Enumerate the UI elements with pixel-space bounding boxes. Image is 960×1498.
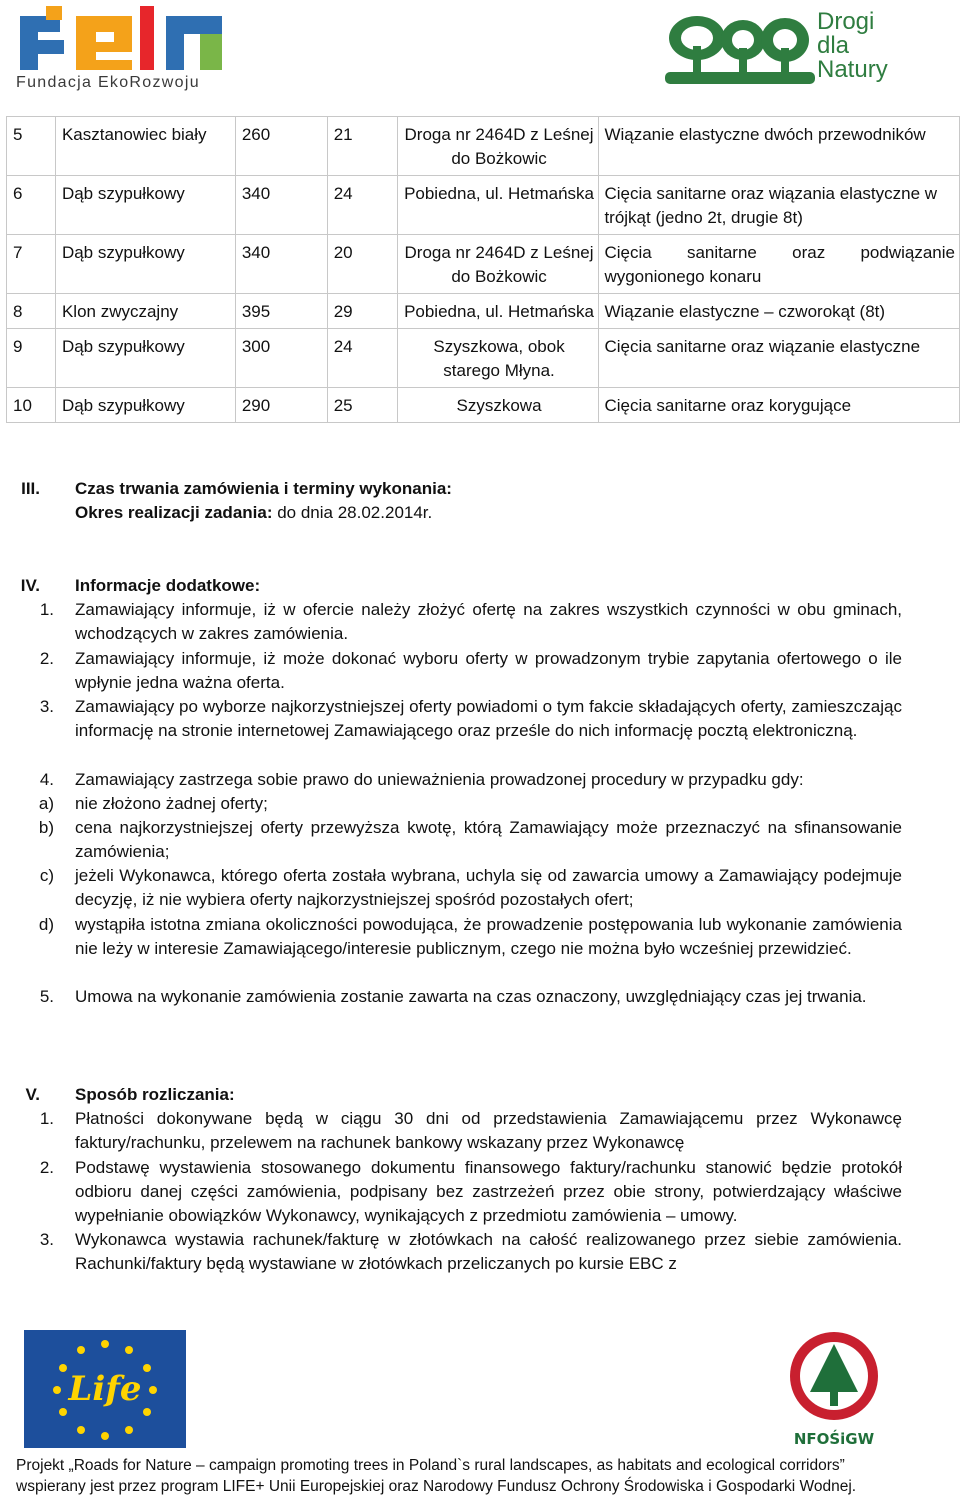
cell-name: Klon zwyczajny <box>55 294 235 329</box>
table-row <box>7 294 960 329</box>
cell-name: Dąb szypułkowy <box>55 388 235 423</box>
cell-circumference: 300 <box>235 329 327 388</box>
list-item: jeżeli Wykonawca, którego oferta została wybrana, uchyla się od zawarcia umowy a Zamawiający podejmuje decyzję, iż nie wybiera oferty najkorzystniejszej spośród pozostałych ofert; <box>75 866 902 910</box>
cell-place: Pobiedna, ul. Hetmańska <box>397 294 599 329</box>
table-row <box>7 117 960 176</box>
cell-circumference: 340 <box>235 235 327 294</box>
section-3-number: III. <box>21 479 40 498</box>
cell-place: Droga nr 2464D z Leśnej do Bożkowic <box>397 235 599 294</box>
list-item: Zamawiający po wyborze najkorzystniejszej oferty powiadomi o tym fakcie składających oferty, zamieszczając informację na stronie internetowej Zamawiającego oraz prześle do nich informację pocztą elektroniczną. <box>75 697 902 741</box>
list-number: 1. <box>39 1109 54 1128</box>
cell-no: 8 <box>7 294 56 329</box>
cell-no: 7 <box>7 235 56 294</box>
cell-name: Kasztanowiec biały <box>55 117 235 176</box>
drogi-dla-natury-logo <box>665 6 905 94</box>
cell-height: 20 <box>327 235 397 294</box>
period-label: Okres realizacji zadania: <box>75 503 273 522</box>
list-item: Zamawiający informuje, iż może dokonać wyboru oferty w prowadzonym trybie zapytania ofertowego o ile wpłynie jedna ważna oferta. <box>75 649 902 693</box>
list-letter: d) <box>38 915 54 934</box>
life-logo-text: Life <box>68 1369 142 1409</box>
cell-height: 29 <box>327 294 397 329</box>
cell-place: Szyszkowa, obok starego Młyna. <box>397 329 599 388</box>
list-item: Umowa na wykonanie zamówienia zostanie zawarta na czas oznaczony, uwzględniający czas jej trwania. <box>75 987 867 1006</box>
list-number: 3. <box>39 1230 54 1249</box>
list-letter: b) <box>38 818 54 837</box>
fer-logo-icon <box>16 6 228 70</box>
cell-action: Cięcia sanitarne oraz wiązania elastyczne w trójkąt (jedno 2t, drugie 8t) <box>599 176 960 235</box>
drogi-logo-line: Drogi <box>817 8 875 35</box>
cell-circumference: 340 <box>235 176 327 235</box>
list-number: 4. <box>39 770 54 789</box>
footer-line: wspierany jest przez program LIFE+ Unii Europejskiej oraz Narodowy Fundusz Ochrony Środowiska i Gospodarki Wodnej. <box>16 1478 857 1495</box>
list-number: 3. <box>39 697 54 716</box>
section-3 <box>0 477 960 529</box>
cell-height: 24 <box>327 329 397 388</box>
cell-name: Dąb szypułkowy <box>55 176 235 235</box>
cell-action: Wiązanie elastyczne dwóch przewodników <box>599 117 960 176</box>
section-3-title: Czas trwania zamówienia i terminy wykonania: <box>75 479 452 498</box>
cell-place: Szyszkowa <box>397 388 599 423</box>
drogi-logo-line: dla <box>817 32 850 59</box>
table-row <box>7 388 960 423</box>
table-row <box>7 176 960 235</box>
cell-height: 25 <box>327 388 397 423</box>
list-letter: c) <box>39 866 54 885</box>
list-number: 2. <box>39 649 54 668</box>
list-item: Płatności dokonywane będą w ciągu 30 dni od przedstawienia Zamawiającemu przez Wykonawcę faktury/rachunku, przelewem na rachunek bankowy wskazany przez Wykonawcę <box>75 1109 902 1153</box>
nfosigw-logo <box>786 1330 882 1448</box>
cell-circumference: 395 <box>235 294 327 329</box>
section-5-title: Sposób rozliczania: <box>75 1085 235 1104</box>
cell-place: Droga nr 2464D z Leśnej do Bożkowic <box>397 117 599 176</box>
cell-no: 5 <box>7 117 56 176</box>
cell-no: 9 <box>7 329 56 388</box>
period-value: do dnia 28.02.2014r. <box>272 503 433 522</box>
list-item: Zamawiający zastrzega sobie prawo do unieważnienia prowadzonej procedury w przypadku gdy: <box>75 770 804 789</box>
trees-icon <box>665 10 815 90</box>
cell-name: Dąb szypułkowy <box>55 329 235 388</box>
section-5-number: V. <box>25 1085 40 1104</box>
cell-height: 21 <box>327 117 397 176</box>
table-row <box>7 329 960 388</box>
section-4 <box>0 574 960 1034</box>
list-item: Podstawę wystawienia stosowanego dokumentu finansowego faktury/rachunku stanowić będzie protokół odbioru danej części zamówienia, podpisany bez zastrzeżeń przez obie strony, potwierdzający właściwe wypełnianie obowiązków Wykonawcy, wynikających z przedmiotu zamówienia – umowy. <box>75 1158 902 1226</box>
cell-place: Pobiedna, ul. Hetmańska <box>397 176 599 235</box>
cell-circumference: 260 <box>235 117 327 176</box>
cell-no: 6 <box>7 176 56 235</box>
trees-table <box>6 116 960 423</box>
eu-life-logo <box>24 1330 186 1448</box>
cell-no: 10 <box>7 388 56 423</box>
cell-action: Cięcia sanitarne oraz podwiązanie wygonionego konaru <box>599 235 960 294</box>
cell-action: Cięcia sanitarne oraz wiązanie elastyczne <box>599 329 960 388</box>
cell-name: Dąb szypułkowy <box>55 235 235 294</box>
section-3-period <box>75 501 432 525</box>
nfos-logo-text: NFOŚiGW <box>793 1430 875 1448</box>
cell-action: Cięcia sanitarne oraz korygujące <box>599 388 960 423</box>
list-item: cena najkorzystniejszej oferty przewyższa kwotę, którą Zamawiający może przeznaczyć na sfinansowanie zamówienia; <box>75 818 902 862</box>
list-number: 2. <box>39 1158 54 1177</box>
list-number: 5. <box>39 987 54 1006</box>
list-item: nie złożono żadnej oferty; <box>75 794 268 813</box>
section-4-number: IV. <box>20 576 40 595</box>
cell-height: 24 <box>327 176 397 235</box>
fer-logo-subtitle: Fundacja EkoRozwoju <box>16 74 200 91</box>
list-item: Zamawiający informuje, iż w ofercie należy złożyć ofertę na zakres wszystkich czynności w obu gminach, wchodzących w zakres zamówienia. <box>75 600 902 644</box>
drogi-logo-line: Natury <box>817 56 888 83</box>
section-4-title: Informacje dodatkowe: <box>75 576 261 595</box>
list-item: wystąpiła istotna zmiana okoliczności powodująca, że prowadzenie postępowania lub wykonanie zamówienia nie leży w interesie Zamawiającego/interesie publicznym, czego nie można było wcześniej przewidzieć. <box>75 915 902 959</box>
footer-line: Projekt „Roads for Nature – campaign promoting trees in Poland`s rural landscapes, as habitats and ecological corridors” <box>16 1457 845 1474</box>
cell-action: Wiązanie elastyczne – czworokąt (8t) <box>599 294 960 329</box>
eu-flag-icon <box>24 1330 186 1448</box>
section-5 <box>0 1083 960 1283</box>
list-letter: a) <box>38 794 54 813</box>
drogi-logo-text <box>817 10 888 82</box>
footer-note <box>16 1455 946 1497</box>
list-number: 1. <box>39 600 54 619</box>
nfosigw-icon <box>786 1330 882 1448</box>
list-item: Wykonawca wystawia rachunek/fakturę w złotówkach na całość realizowanego przez siebie zamówienia. Rachunki/faktury będą wystawiane w złotówkach przeliczanych po kursie EBC z <box>75 1230 902 1274</box>
fundacja-ekorozwoju-logo <box>14 6 229 94</box>
cell-circumference: 290 <box>235 388 327 423</box>
table-row <box>7 235 960 294</box>
